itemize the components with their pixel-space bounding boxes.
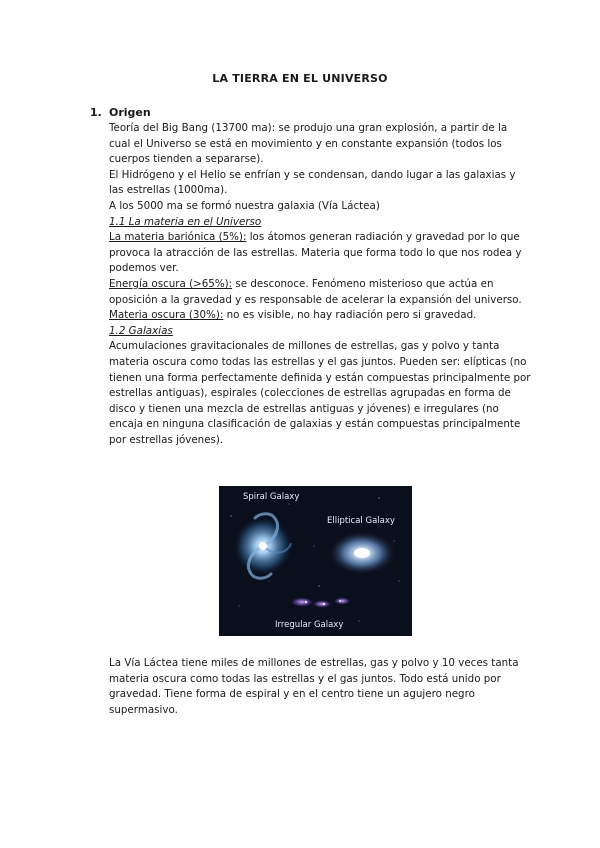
section-body	[109, 121, 531, 448]
text-baryonic: los átomos generan radiación y gravedad por lo que provoca la atracción de las estrellas. Materia que forma todo lo que nos rodea y podemos ver.	[109, 231, 522, 275]
term-baryonic: La materia bariónica (5%):	[109, 231, 247, 244]
paragraph-hydrogen: El Hidrógeno y el Helio se enfrían y se condensan, dando lugar a las galaxias y las estrellas (1000ma).	[109, 168, 516, 197]
section-title: Origen	[109, 106, 151, 119]
text-dark-energy: se desconoce. Fenómeno misterioso que actúa en oposición a la gravedad y es responsable de acelerar la expansión del universo.	[109, 277, 522, 306]
galaxy-illustration	[219, 486, 412, 636]
paragraph-baryonic-matter	[109, 230, 531, 277]
irregular-galaxy-label: Irregular Galaxy	[275, 620, 344, 630]
subsection-heading-galaxies: 1.2 Galaxias	[109, 324, 173, 337]
elliptical-galaxy-label: Elliptical Galaxy	[327, 516, 395, 526]
term-dark-energy: Energía oscura (>65%):	[109, 277, 233, 290]
paragraph-milky-way: La Vía Láctea tiene miles de millones de estrellas, gas y polvo y 10 veces tanta materia oscura como todas las estrellas y el gas juntos. Todo está unido por gravedad. Tiene forma de espiral y en el centro tiene un agujero negro supermasivo.	[109, 657, 519, 716]
closing-section	[109, 656, 531, 718]
paragraph-dark-energy	[109, 277, 531, 308]
paragraph-dark-matter	[109, 308, 531, 324]
paragraph-milky-way-formation: A los 5000 ma se formó nuestra galaxia (Vía Láctea)	[109, 199, 380, 212]
galaxy-types-image	[219, 486, 412, 636]
section-heading	[90, 106, 151, 119]
subsection-heading-matter: 1.1 La materia en el Universo	[109, 215, 262, 228]
elliptical-galaxy	[328, 531, 396, 575]
page-title: LA TIERRA EN EL UNIVERSO	[212, 72, 388, 85]
section-number: 1.	[90, 106, 102, 119]
paragraph-big-bang: Teoría del Big Bang (13700 ma): se produjo una gran explosión, a partir de la cual el Universo se está en movimiento y en constante expansión (todos los cuerpos tienden a separarse).	[109, 122, 508, 166]
paragraph-galaxies: Acumulaciones gravitacionales de millones de estrellas, gas y polvo y tanta materia oscura como todas las estrellas y el gas juntos. Pueden ser: elípticas (no tienen una forma perfectamente definida y están compuestas principalmente por estrellas antiguas), espirales (colecciones de estrellas agrupadas en forma de disco y tienen una mezcla de estrellas antiguas y jóvenes) e irregulares (no encaja en ninguna clasificación de galaxias y están compuestas principalmente por estrellas jóvenes).	[109, 340, 531, 446]
text-dark-matter: no es visible, no hay radiación pero si gravedad.	[223, 309, 477, 322]
spiral-galaxy-label: Spiral Galaxy	[243, 492, 300, 502]
term-dark-matter: Materia oscura (30%):	[109, 309, 224, 322]
